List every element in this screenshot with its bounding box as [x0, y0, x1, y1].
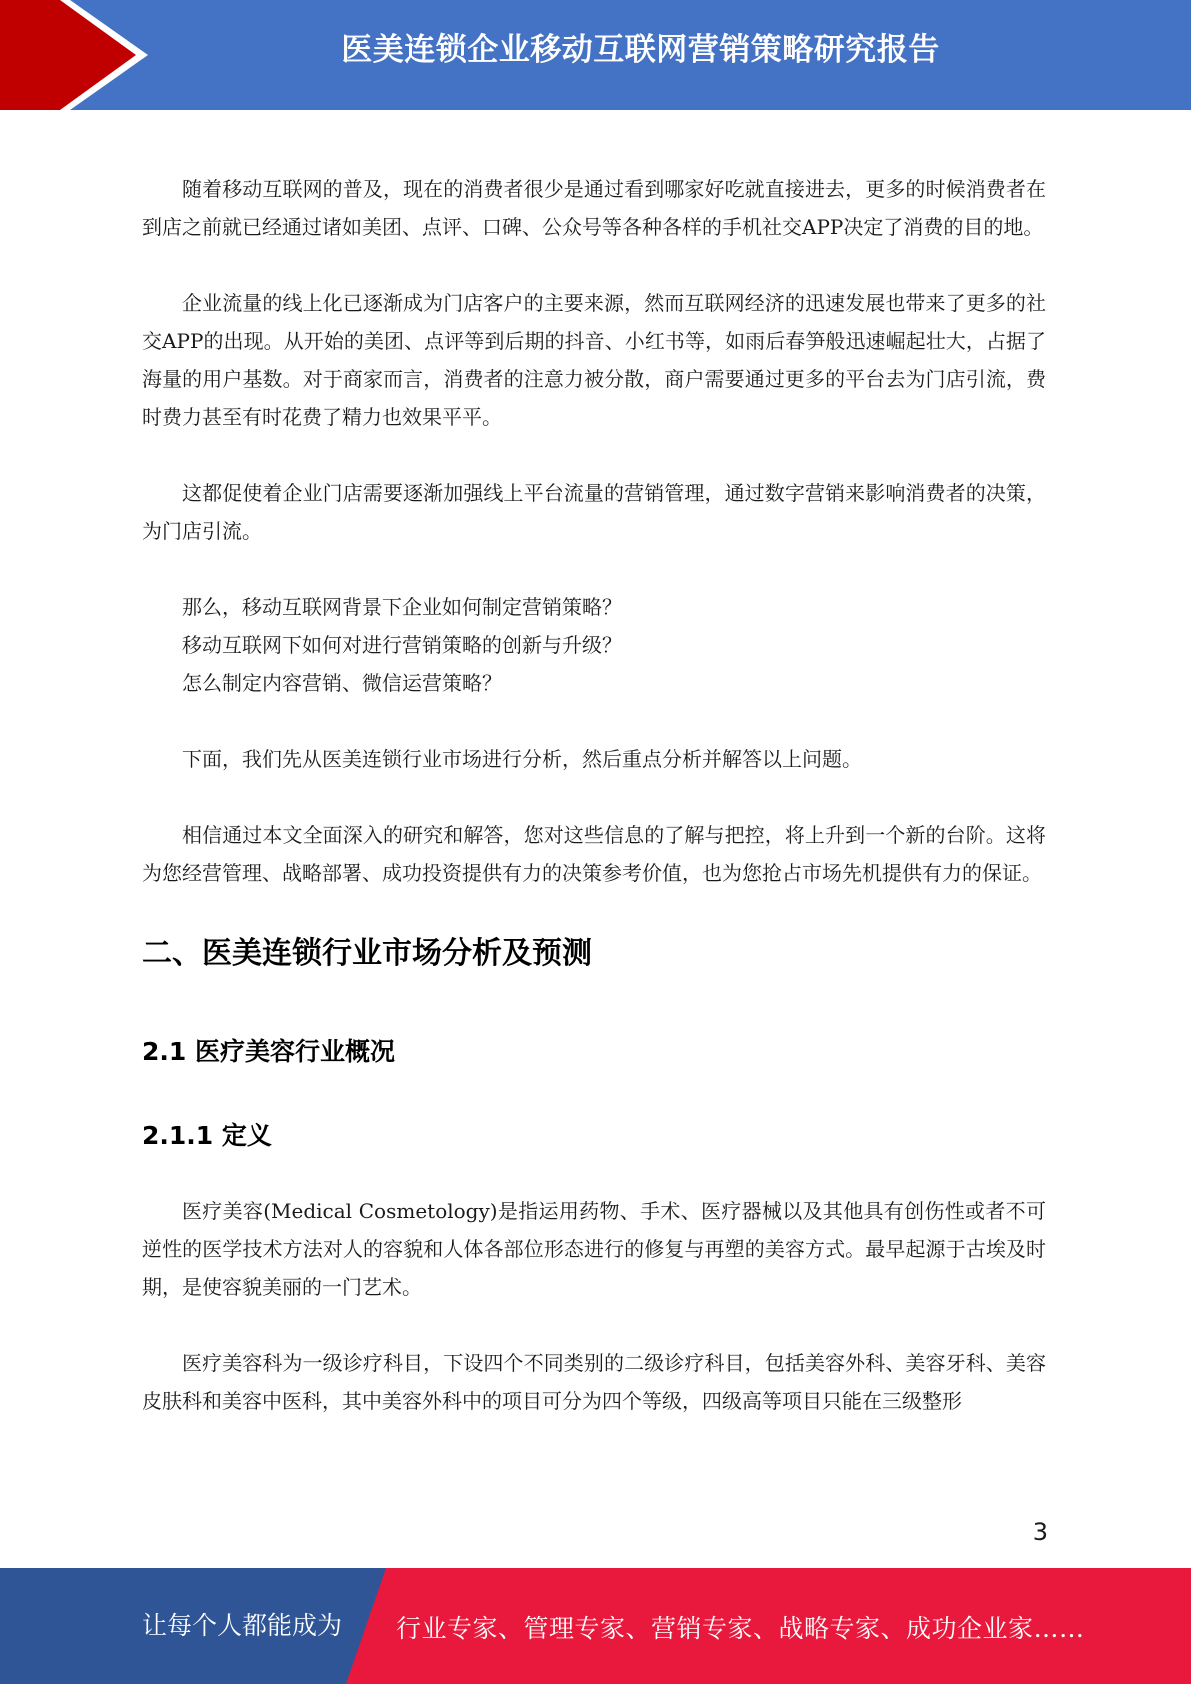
- question-item: 那么，移动互联网背景下企业如何制定营销策略？: [182, 595, 622, 619]
- paragraph-value: 相信通过本文全面深入的研究和解答，您对这些信息的了解与把控，将上升到一个新的台阶。这将为您经营管理、战略部署、成功投资提供有力的决策参考价值，也为您抢占市场先机提供有力的保证。: [142, 823, 1046, 885]
- page-header: [0, 0, 1191, 110]
- question-item: 怎么制定内容营销、微信运营策略？: [182, 671, 502, 695]
- page-footer: [0, 1568, 1191, 1684]
- paragraph-marketing: 这都促使着企业门店需要逐渐加强线上平台流量的营销管理，通过数字营销来影响消费者的决策，为门店引流。: [142, 481, 1046, 543]
- footer-slogan-left: 让每个人都能成为: [142, 1611, 343, 1640]
- question-list: [142, 588, 1046, 702]
- chevron-arrow-icon: [0, 0, 160, 110]
- subsubsection-heading: 2.1.1 定义: [142, 1121, 272, 1150]
- paragraph-departments: 医疗美容科为一级诊疗科目，下设四个不同类别的二级诊疗科目，包括美容外科、美容牙科、美容皮肤科和美容中医科，其中美容外科中的项目可分为四个等级，四级高等项目只能在三级整形: [142, 1351, 1046, 1413]
- paragraph-outline: 下面，我们先从医美连锁行业市场进行分析，然后重点分析并解答以上问题。: [182, 747, 862, 771]
- paragraph-traffic: 企业流量的线上化已逐渐成为门店客户的主要来源，然而互联网经济的迅速发展也带来了更多的社交APP的出现。从开始的美团、点评等到后期的抖音、小红书等，如雨后春笋般迅速崛起壮大，占据了海量的用户基数。对于商家而言，消费者的注意力被分散，商户需要通过更多的平台去为门店引流，费时费力甚至有时花费了精力也效果平平。: [142, 291, 1046, 429]
- footer-slogan-right: 行业专家、管理专家、营销专家、战略专家、成功企业家……: [396, 1614, 1085, 1643]
- subsection-heading: 2.1 医疗美容行业概况: [142, 1037, 395, 1066]
- section-heading: 二、医美连锁行业市场分析及预测: [142, 936, 592, 971]
- page-number: 3: [1032, 1518, 1048, 1546]
- question-item: 移动互联网下如何对进行营销策略的创新与升级？: [182, 633, 622, 657]
- document-body: [142, 170, 1046, 1420]
- report-title: 医美连锁企业移动互联网营销策略研究报告: [341, 32, 940, 68]
- paragraph-intro: 随着移动互联网的普及，现在的消费者很少是通过看到哪家好吃就直接进去，更多的时候消费者在到店之前就已经通过诸如美团、点评、口碑、公众号等各种各样的手机社交APP决定了消费的目的地。: [142, 177, 1046, 239]
- paragraph-definition: 医疗美容(Medical Cosmetology)是指运用药物、手术、医疗器械以及其他具有创伤性或者不可逆性的医学技术方法对人的容貌和人体各部位形态进行的修复与再塑的美容方式。最早起源于古埃及时期，是使容貌美丽的一门艺术。: [142, 1199, 1046, 1299]
